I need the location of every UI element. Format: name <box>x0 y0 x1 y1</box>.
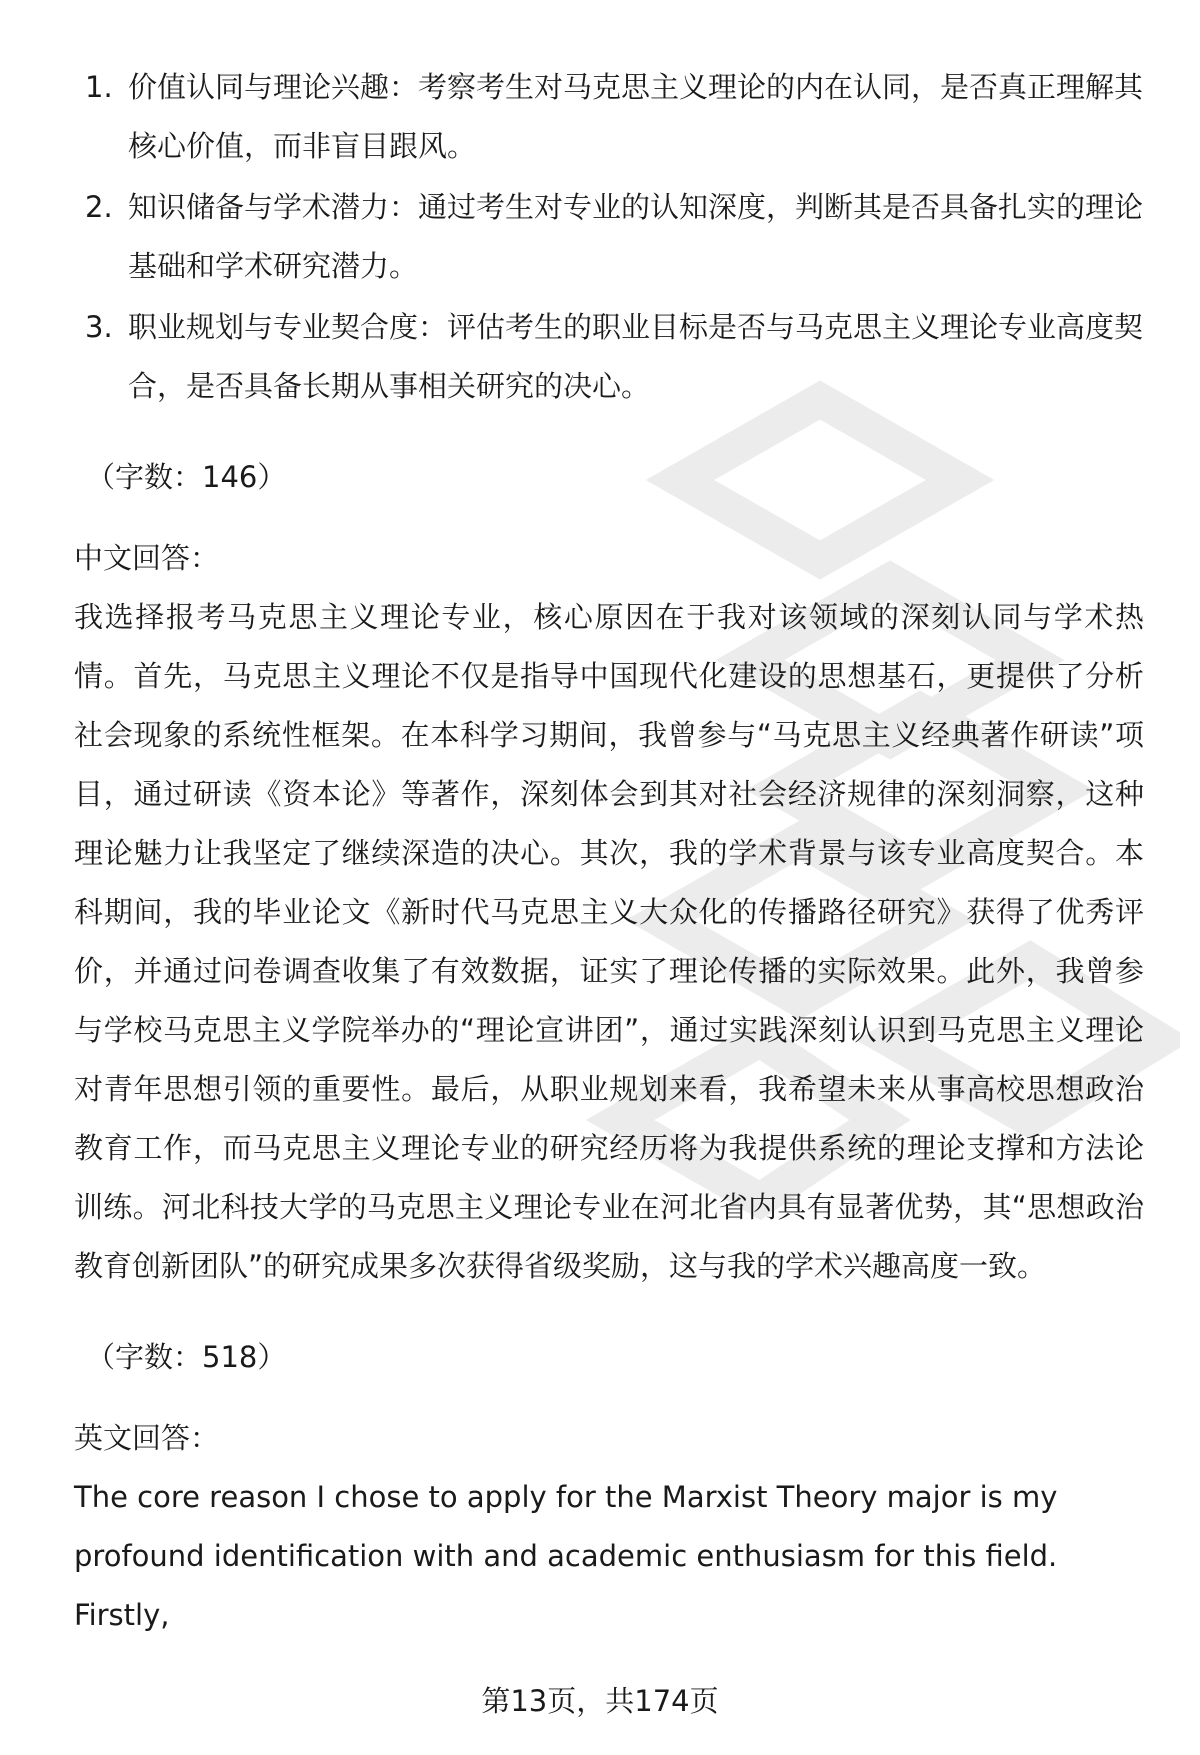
criteria-list <box>74 58 1144 416</box>
list-number: 2. <box>85 190 113 224</box>
list-item-text: 职业规划与专业契合度：评估考生的职业目标是否与马克思主义理论专业高度契合，是否具备长期从事相关研究的决心。 <box>128 310 1144 403</box>
list-number: 3. <box>85 310 113 344</box>
list-item-text: 价值认同与理论兴趣：考察考生对马克思主义理论的内在认同，是否真正理解其核心价值，而非盲目跟风。 <box>128 70 1144 163</box>
word-count: （字数：518） <box>86 1340 287 1374</box>
list-item <box>74 58 1144 176</box>
list-item <box>74 178 1144 296</box>
chinese-answer-title: 中文回答： <box>74 541 220 575</box>
english-answer-title: 英文回答： <box>74 1421 220 1455</box>
word-count: （字数：146） <box>86 460 287 494</box>
chinese-answer-body: 我选择报考马克思主义理论专业，核心原因在于我对该领域的深刻认同与学术热情。首先，马克思主义理论不仅是指导中国现代化建设的思想基石，更提供了分析社会现象的系统性框架。在本科学习期间，我曾参与“马克思主义经典著作研读”项目，通过研读《资本论》等著作，深刻体会到其对社会经济规律的深刻洞察，这种理论魅力让我坚定了继续深造的决心。其次，我的学术背景与该专业高度契合。本科期间，我的毕业论文《新时代马克思主义大众化的传播路径研究》获得了优秀评价，并通过问卷调查收集了有效数据，证实了理论传播的实际效果。此外，我曾参与学校马克思主义学院举办的“理论宣讲团”，通过实践深刻认识到马克思主义理论对青年思想引领的重要性。最后，从职业规划来看，我希望未来从事高校思想政治教育工作，而马克思主义理论专业的研究经历将为我提供系统的理论支撑和方法论训练。河北科技大学的马克思主义理论专业在河北省内具有显著优势，其“思想政治教育创新团队”的研究成果多次获得省级奖励，这与我的学术兴趣高度一致。 <box>74 600 1144 1283</box>
list-number: 1. <box>85 70 113 104</box>
english-answer-body: The core reason I chose to apply for the Marxist Theory major is my profound identification with and academic enthusiasm for this field. Firstly, <box>74 1480 1058 1632</box>
main-content <box>74 58 1144 1645</box>
list-item <box>74 298 1144 416</box>
list-item-text: 知识储备与学术潜力：通过考生对专业的认知深度，判断其是否具备扎实的理论基础和学术研究潜力。 <box>128 190 1144 283</box>
page-number: 第13页，共174页 <box>481 1684 719 1718</box>
